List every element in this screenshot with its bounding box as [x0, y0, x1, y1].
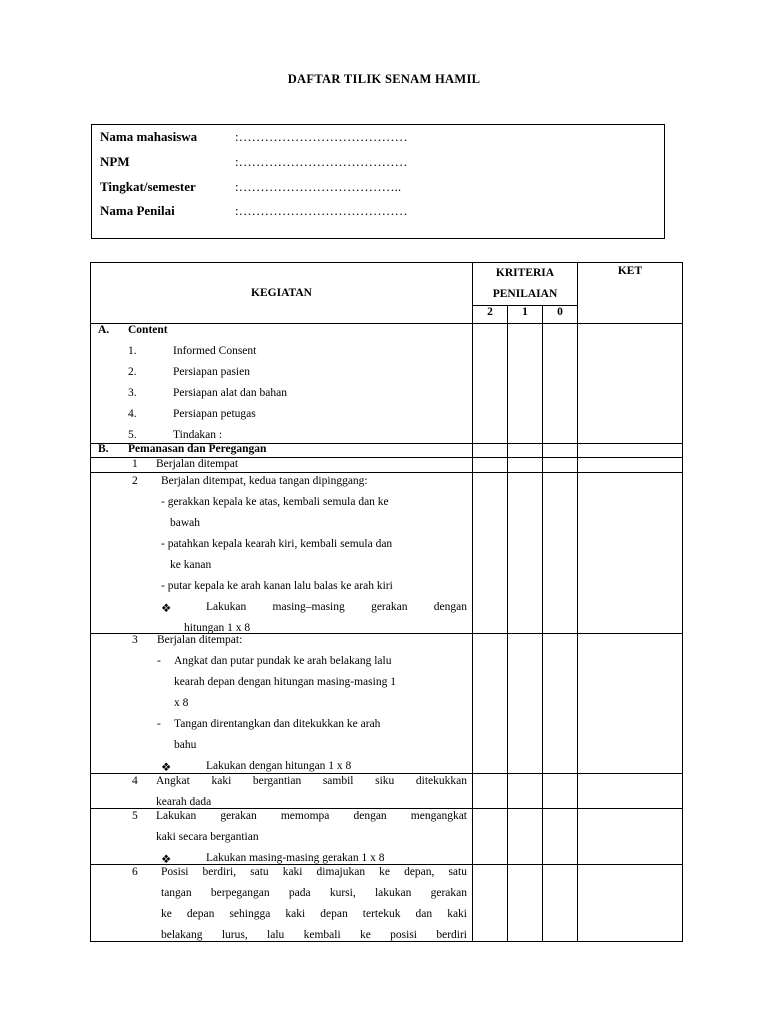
ket-cell[interactable] [578, 809, 683, 865]
item-number: 4. [128, 408, 137, 420]
ket-cell[interactable] [578, 865, 683, 942]
identity-label: Tingkat/semester [100, 179, 196, 194]
activity-cell [91, 809, 473, 865]
row-number: 3 [132, 634, 138, 646]
row-text: tangan berpegangan pada kursi, lakukan gerakan [161, 887, 467, 899]
diamond-bullet-icon: ❖ [161, 854, 172, 866]
diamond-bullet-icon: ❖ [161, 762, 172, 774]
score-cell[interactable] [508, 324, 543, 444]
score-cell[interactable] [543, 324, 578, 444]
table-row [91, 634, 683, 774]
table-row [91, 324, 683, 444]
table-row [91, 809, 683, 865]
score-cell[interactable] [508, 809, 543, 865]
score-cell[interactable] [473, 865, 508, 942]
row-text: ke depan sehingga kaki depan tertekuk dan kaki [161, 908, 467, 920]
row-text: bahu [174, 739, 197, 751]
identity-fill-line: :……………………………….. [235, 179, 402, 194]
item-number: 3. [128, 387, 137, 399]
score-cell[interactable] [473, 473, 508, 634]
table-header-row [91, 263, 683, 306]
table-row [91, 458, 683, 473]
table-row [91, 865, 683, 942]
score-cell[interactable] [473, 444, 508, 458]
score-cell[interactable] [543, 774, 578, 809]
score-cell[interactable] [543, 444, 578, 458]
item-number: 5. [128, 429, 137, 441]
identity-fill-line: :………………………………… [235, 129, 408, 144]
row-text: belakang lurus, lalu kembali ke posisi berdiri [161, 929, 467, 941]
row-text: - putar kepala ke arah kanan lalu balas ke arah kiri [161, 580, 393, 592]
score-cell[interactable] [543, 458, 578, 473]
score-header-2: 2 [473, 306, 508, 324]
row-number: 1 [132, 458, 138, 470]
ket-cell[interactable] [578, 324, 683, 444]
row-text: Berjalan ditempat [156, 458, 239, 470]
ket-cell[interactable] [578, 634, 683, 774]
header-kriteria-line1: KRITERIA [495, 267, 555, 279]
identity-row-npm [100, 154, 408, 170]
ket-cell[interactable] [578, 444, 683, 458]
score-cell[interactable] [473, 809, 508, 865]
score-cell[interactable] [508, 444, 543, 458]
row-number: 6 [132, 866, 138, 878]
identity-label: NPM [100, 154, 130, 169]
row-text: kaki secara bergantian [156, 831, 259, 843]
score-cell[interactable] [543, 634, 578, 774]
item-text: Informed Consent [173, 345, 257, 357]
score-cell[interactable] [508, 865, 543, 942]
row-text: kearah dada [156, 796, 212, 808]
row-number: 2 [132, 475, 138, 487]
row-text: Lakukan masing–masing gerakan dengan [206, 601, 467, 613]
score-cell[interactable] [543, 473, 578, 634]
header-kriteria-line2: PENILAIAN [492, 288, 558, 300]
section-a-cell [91, 324, 473, 444]
score-cell[interactable] [543, 865, 578, 942]
row-text: ke kanan [170, 559, 212, 571]
row-text: Tangan direntangkan dan ditekukkan ke arah [174, 718, 381, 730]
item-number: 1. [128, 345, 137, 357]
ket-cell[interactable] [578, 473, 683, 634]
row-text: - patahkan kepala kearah kiri, kembali semula dan [161, 538, 393, 550]
score-cell[interactable] [473, 458, 508, 473]
row-text: Angkat kaki bergantian sambil siku ditekukkan [156, 775, 467, 787]
score-cell[interactable] [473, 774, 508, 809]
item-text: Persiapan alat dan bahan [173, 387, 287, 399]
table-row [91, 774, 683, 809]
activity-cell [91, 865, 473, 942]
header-ket: KET [578, 263, 683, 324]
ket-cell[interactable] [578, 774, 683, 809]
row-text: Berjalan ditempat, kedua tangan dipinggang: [161, 475, 368, 487]
identity-fill-line: :………………………………… [235, 154, 408, 169]
section-a-title: Content [128, 324, 168, 336]
section-b-cell [91, 444, 473, 458]
activity-cell [91, 634, 473, 774]
section-a-letter: A. [98, 324, 110, 336]
identity-row-semester [100, 179, 402, 195]
item-number: 2. [128, 366, 137, 378]
score-cell[interactable] [508, 473, 543, 634]
dash-marker: - [157, 718, 161, 730]
activity-cell [91, 774, 473, 809]
header-kriteria [473, 263, 578, 306]
row-text: Angkat dan putar pundak ke arah belakang lalu [174, 655, 392, 667]
identity-fill-line: :………………………………… [235, 203, 408, 218]
row-text: Posisi berdiri, satu kaki dimajukan ke depan, satu [161, 866, 467, 878]
row-text: Lakukan dengan hitungan 1 x 8 [206, 760, 352, 772]
table-row [91, 444, 683, 458]
score-cell[interactable] [543, 809, 578, 865]
score-cell[interactable] [508, 634, 543, 774]
row-number: 5 [132, 810, 138, 822]
header-kegiatan: KEGIATAN [91, 263, 473, 324]
section-b-letter: B. [98, 443, 109, 455]
assessment-table [90, 262, 683, 942]
identity-row-assessor [100, 203, 408, 219]
row-text: bawah [170, 517, 201, 529]
activity-cell [91, 473, 473, 634]
score-cell[interactable] [508, 774, 543, 809]
row-text: x 8 [174, 697, 189, 709]
ket-cell[interactable] [578, 458, 683, 473]
row-number: 4 [132, 775, 138, 787]
activity-cell [91, 458, 473, 473]
row-text: kearah depan dengan hitungan masing-masing 1 [174, 676, 396, 688]
item-text: Persiapan petugas [173, 408, 256, 420]
document-title: DAFTAR TILIK SENAM HAMIL [287, 72, 481, 86]
item-text: Tindakan : [173, 429, 223, 441]
row-text: Berjalan ditempat: [157, 634, 243, 646]
row-text: - gerakkan kepala ke atas, kembali semula dan ke [161, 496, 389, 508]
identity-row-name [100, 129, 408, 145]
score-cell[interactable] [508, 458, 543, 473]
item-text: Persiapan pasien [173, 366, 250, 378]
score-cell[interactable] [473, 634, 508, 774]
row-text: Lakukan masing-masing gerakan 1 x 8 [206, 852, 385, 864]
section-b-title: Pemanasan dan Peregangan [128, 443, 267, 455]
row-text: hitungan 1 x 8 [184, 622, 251, 634]
student-identity-box [91, 124, 665, 239]
identity-label: Nama mahasiswa [100, 129, 198, 144]
identity-label: Nama Penilai [100, 203, 175, 218]
score-header-0: 0 [543, 306, 578, 324]
diamond-bullet-icon: ❖ [161, 603, 172, 615]
row-text: Lakukan gerakan memompa dengan mengangkat [156, 810, 467, 822]
dash-marker: - [157, 655, 161, 667]
table-row [91, 473, 683, 634]
score-cell[interactable] [473, 324, 508, 444]
score-header-1: 1 [508, 306, 543, 324]
